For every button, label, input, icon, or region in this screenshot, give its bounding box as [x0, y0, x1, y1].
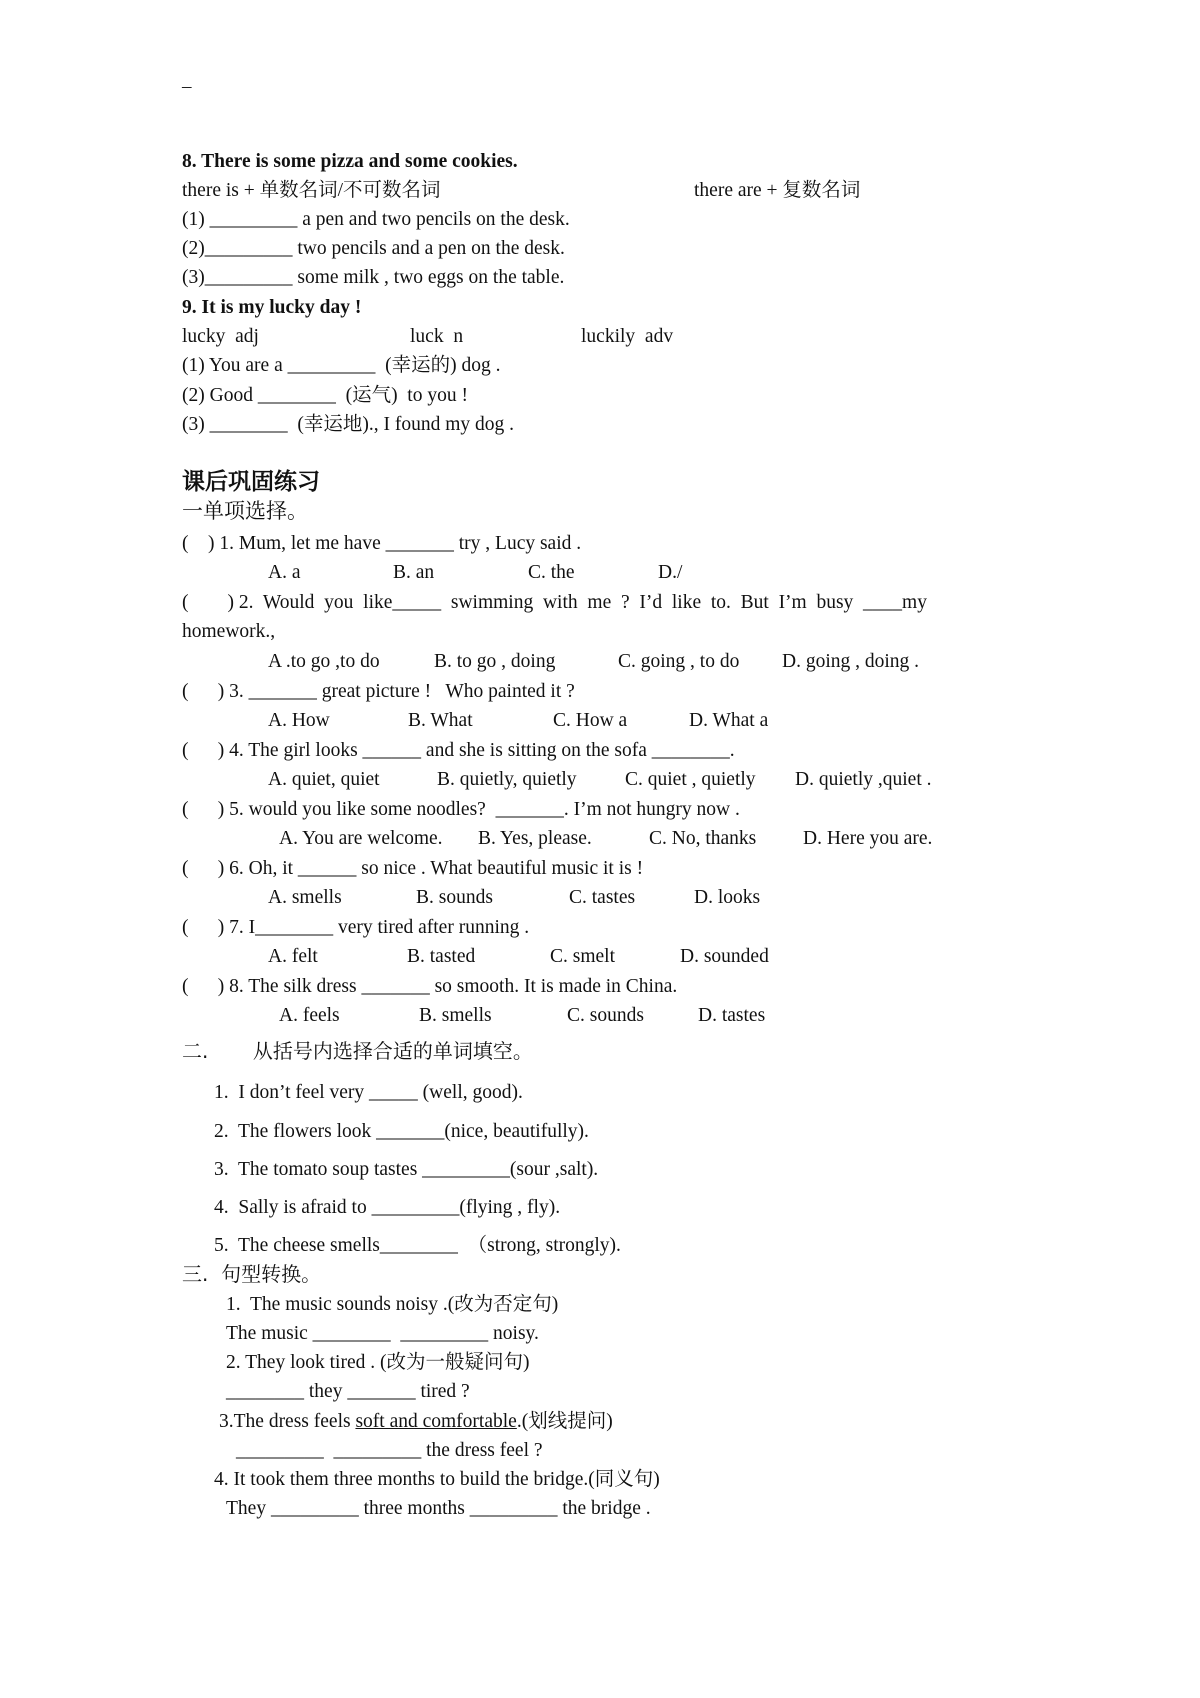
q7-opt-d: D. sounded: [680, 946, 769, 967]
part3-item3-pre: 3.The dress feels: [219, 1411, 356, 1432]
part2-item-3: 3. The tomato soup tastes _________(sour ,salt).: [214, 1159, 599, 1180]
q3-text: ( ) 3. _______ great picture ! Who painted it ?: [182, 681, 575, 702]
part3-item1-answer: The music ________ _________ noisy.: [226, 1323, 539, 1344]
q3-opt-a: A. How: [268, 710, 330, 731]
part3-heading: 三. 句型转换。: [182, 1262, 322, 1286]
q8-opt-b: B. smells: [419, 1005, 492, 1026]
q2-opt-a: A .to go ,to do: [268, 651, 380, 672]
q8-opt-a: A. feels: [279, 1005, 340, 1026]
q8-opt-c: C. sounds: [567, 1005, 644, 1026]
s9-word-2: luck n: [410, 326, 464, 347]
practice-heading: 课后巩固练习: [182, 469, 320, 495]
s9-line-1: (1) You are a _________ (幸运的) dog .: [182, 355, 501, 376]
part3-item4-prompt: 4. It took them three months to build the bridge.(同义句): [214, 1469, 660, 1490]
q1-opt-b: B. an: [393, 562, 435, 583]
s8-line-3: (3)_________ some milk , two eggs on the table.: [182, 267, 565, 288]
q6-opt-d: D. looks: [694, 887, 761, 908]
s9-line-2: (2) Good ________ (运气) to you !: [182, 385, 468, 406]
part3-item3-prompt: [219, 1410, 613, 1434]
q7-opt-a: A. felt: [268, 946, 318, 967]
q2-text: ( ) 2. Would you like_____ swimming with me ? I’d like to. But I’m busy ____my: [182, 592, 927, 613]
q5-text: ( ) 5. would you like some noodles? _______. I’m not hungry now .: [182, 799, 740, 820]
q1-text: ( ) 1. Mum, let me have _______ try , Lucy said .: [182, 533, 582, 554]
part3-item2-answer: ________ they _______ tired ?: [226, 1381, 470, 1402]
q1-opt-d: D./: [658, 562, 683, 583]
s8-rule-left: there is + 单数名词/不可数名词: [182, 180, 441, 201]
q2-opt-c: C. going , to do: [618, 651, 740, 672]
s8-line-2: (2)_________ two pencils and a pen on the desk.: [182, 238, 565, 259]
q3-opt-b: B. What: [408, 710, 473, 731]
s9-word-1: lucky adj: [182, 326, 259, 347]
q4-opt-d: D. quietly ,quiet .: [795, 769, 932, 790]
q5-opt-d: D. Here you are.: [803, 828, 933, 849]
s8-line-1: (1) _________ a pen and two pencils on the desk.: [182, 209, 570, 230]
q7-text: ( ) 7. I________ very tired after running .: [182, 917, 530, 938]
q3-opt-c: C. How a: [553, 710, 628, 731]
part2-item-4: 4. Sally is afraid to _________(flying , fly).: [214, 1197, 561, 1218]
q2-cont: homework.,: [182, 621, 276, 642]
part2-item-1: 1. I don’t feel very _____ (well, good).: [214, 1082, 523, 1103]
q2-opt-b: B. to go , doing: [434, 651, 556, 672]
s8-title: 8. There is some pizza and some cookies.: [182, 151, 518, 172]
q8-opt-d: D. tastes: [698, 1005, 766, 1026]
q5-opt-b: B. Yes, please.: [478, 828, 592, 849]
s9-line-3: (3) ________ (幸运地)., I found my dog .: [182, 414, 515, 435]
top-mark: –: [182, 76, 192, 97]
q5-opt-a: A. You are welcome.: [279, 828, 443, 849]
q3-opt-d: D. What a: [689, 710, 769, 731]
part3-item1-prompt: 1. The music sounds noisy .(改为否定句): [226, 1294, 559, 1315]
part2-item-2: 2. The flowers look _______(nice, beautifully).: [214, 1121, 589, 1142]
part3-item3-underlined: soft and comfortable: [355, 1411, 517, 1432]
part2-heading: 二. 从括号内选择合适的单词填空。: [182, 1039, 533, 1063]
s9-word-3: luckily adv: [581, 326, 674, 347]
q2-opt-d: D. going , doing .: [782, 651, 920, 672]
part3-item3-post: .(划线提问): [516, 1411, 613, 1432]
q6-opt-c: C. tastes: [569, 887, 636, 908]
q6-opt-b: B. sounds: [416, 887, 493, 908]
s9-title: 9. It is my lucky day !: [182, 297, 362, 318]
q5-opt-c: C. No, thanks: [649, 828, 757, 849]
q4-text: ( ) 4. The girl looks ______ and she is sitting on the sofa ________.: [182, 740, 735, 761]
part2-item-5: 5. The cheese smells________ （strong, strongly).: [214, 1235, 621, 1256]
q6-text: ( ) 6. Oh, it ______ so nice . What beautiful music it is !: [182, 858, 644, 879]
q8-text: ( ) 8. The silk dress _______ so smooth. It is made in China.: [182, 976, 678, 997]
q1-opt-a: A. a: [268, 562, 301, 583]
q7-opt-b: B. tasted: [407, 946, 476, 967]
part3-item2-prompt: 2. They look tired . (改为一般疑问句): [226, 1352, 530, 1373]
q1-opt-c: C. the: [528, 562, 575, 583]
q4-opt-c: C. quiet , quietly: [625, 769, 756, 790]
q6-opt-a: A. smells: [268, 887, 342, 908]
q7-opt-c: C. smelt: [550, 946, 616, 967]
q4-opt-b: B. quietly, quietly: [437, 769, 577, 790]
part3-item4-answer: They _________ three months _________ the bridge .: [226, 1498, 651, 1519]
q4-opt-a: A. quiet, quiet: [268, 769, 380, 790]
part1-heading: 一单项选择。: [182, 499, 308, 523]
s8-rule-right: there are + 复数名词: [694, 180, 861, 201]
part3-item3-answer: _________ _________ the dress feel ?: [236, 1440, 543, 1461]
